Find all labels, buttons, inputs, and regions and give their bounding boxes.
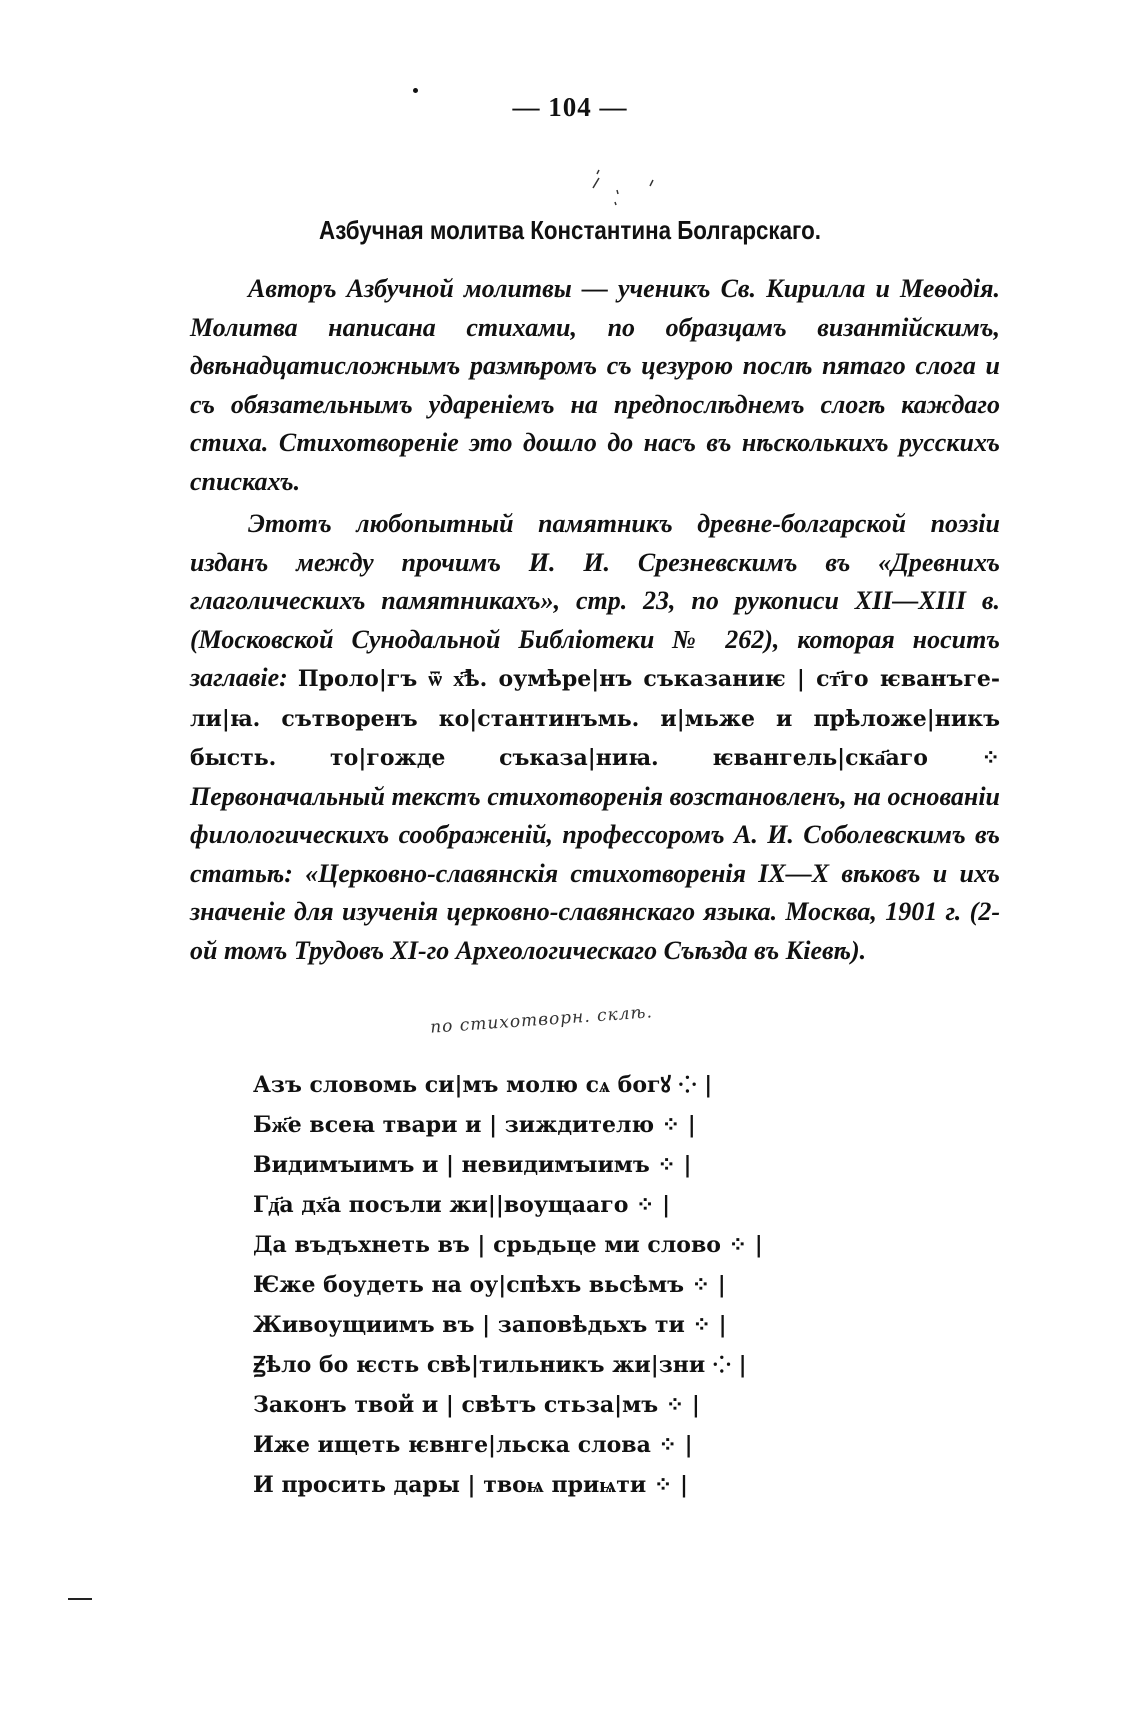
verse-line: Ꙃѣло бо ѥсть свѣ|тильникъ жи|зни ⁘ | xyxy=(253,1352,747,1378)
verse-line: Азъ словомь си|мъ молю сѧ богꙋ ⁘ | xyxy=(253,1072,713,1098)
verse-list xyxy=(253,1065,873,1505)
verse-line: Видимꙑимъ и | невидимꙑимъ ⁘ | xyxy=(253,1152,692,1178)
verse-line: Гд҃а дх҃а посъли жи||воущааго ⁘ | xyxy=(253,1192,671,1218)
article-title: Азбучная молитва Константина Болгарскаго. xyxy=(319,215,821,245)
verse-line: Ѥже боудеть на оу|спѣхъ вьсѣмъ ⁘ | xyxy=(253,1272,726,1298)
paragraph-intro xyxy=(190,270,1000,501)
pencil-marks xyxy=(585,168,705,218)
sources-after: Первоначальный текстъ стихотворенія возстановленъ, на основаніи филологическихъ соображеній, профессоромъ А. И. Соболевскимъ въ статьѣ: «Церковно-славянскія стихотворенія IX—X вѣковъ и ихъ значеніе для изученія церковно-славянскаго языка. Москва, 1901 г. (2-ой томъ Трудовъ XI-го Археологическаго Съѣзда въ Кіевѣ). xyxy=(190,781,1000,965)
verse-line: Иже ищеть ѥвнге|льска слова ⁘ | xyxy=(253,1432,693,1458)
paragraph-sources-text xyxy=(190,505,1000,970)
verse-line: Бж҃е всеꙗ твари и | зиждителю ⁘ | xyxy=(253,1112,696,1138)
page-number: — 104 — xyxy=(512,92,628,122)
paragraph-sources xyxy=(190,505,1000,970)
verse-line: Законъ твой и | свѣтъ стьза|мъ ⁘ | xyxy=(253,1392,700,1418)
verse-line: Живоущиимъ въ | заповѣдьхъ ти ⁘ | xyxy=(253,1312,727,1338)
slavonic-title: Проло|гъ ѿ х҃ѣ. оумѣре|нъ съказаниѥ | ст҃го ѥванъге-ли|ꙗ. сътворенъ ко|стантинъмь. и|мьже и прѣложе|никъ бысть. то|гожде съказа|ниꙗ. ѥвангель|ска҃аго ⁘ xyxy=(190,666,1001,771)
sources-before: Этотъ любопытный памятникъ древне-болгарской поэзіи изданъ между прочимъ И. И. Срезневскимъ въ «Древнихъ глаголическихъ памятникахъ», стр. 23, по рукописи XII—XIII в. (Московской Сунодальной Библіотеки № 262), которая носитъ заглавіе: xyxy=(190,509,1000,692)
paragraph-intro-text: Авторъ Азбучной молитвы — ученикъ Св. Кирилла и Меѳодія. Молитва написана стихами, по образцамъ византійскимъ, двѣнадцатисложнымъ размѣромъ съ цезурою послѣ пятаго слога и съ обязательнымъ удареніемъ на предпослѣднемъ слогѣ каждаго стиха. Стихотвореніе это дошло до насъ въ нѣсколькихъ русскихъ спискахъ. xyxy=(190,274,1000,496)
margin-mark xyxy=(68,1598,92,1600)
verse-line: И просить дары | твоѩ приѩти ⁘ | xyxy=(253,1472,689,1498)
handwritten-note: по стихотворн. склѣ. xyxy=(429,1002,654,1038)
verse-line: Да въдъхнеть въ | срьдьце ми слово ⁘ | xyxy=(253,1232,763,1258)
